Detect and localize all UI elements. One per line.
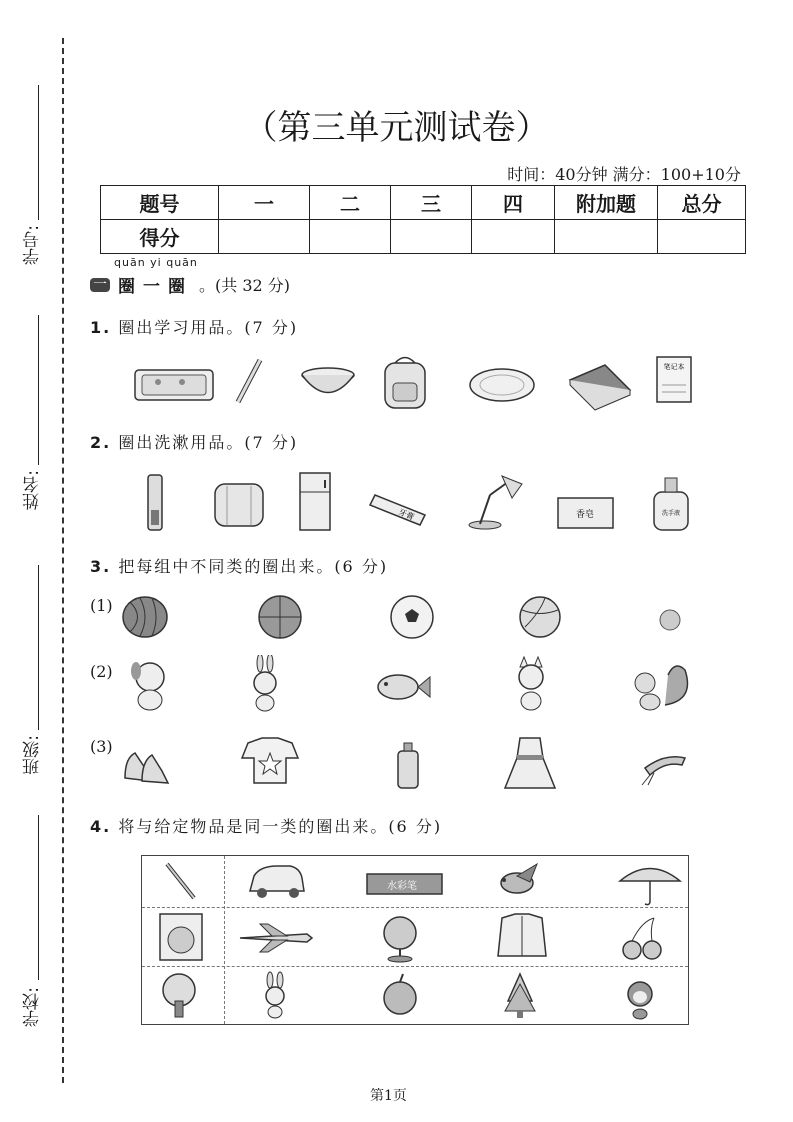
class-field (14, 565, 54, 780)
hand-soap-bottle-icon[interactable] (654, 478, 688, 530)
classification-grid (141, 855, 689, 1025)
score-cell[interactable] (391, 220, 472, 254)
q3-group2 (120, 655, 700, 715)
question-text: 把每组中不同类的圈出来。(6 分) (118, 557, 389, 576)
dress-icon[interactable] (505, 738, 555, 788)
student-id-label: 学号: (23, 225, 43, 265)
score-header-cell: 四 (472, 186, 555, 220)
score-header-cell: 二 (310, 186, 391, 220)
bird-icon[interactable] (501, 864, 537, 893)
section-header (90, 272, 290, 297)
subquestion-label: (2) (90, 662, 113, 681)
question-number: 3. (90, 557, 112, 576)
toothpaste-label: 牙膏 (397, 507, 416, 522)
t-shirt-icon[interactable] (242, 738, 298, 783)
score-cell[interactable] (310, 220, 391, 254)
score-cell[interactable] (555, 220, 658, 254)
question-number: 2. (90, 433, 112, 452)
name-field (14, 315, 54, 515)
puppy-icon[interactable] (131, 662, 164, 710)
score-header-cell: 三 (391, 186, 472, 220)
bowl-icon[interactable] (302, 368, 354, 393)
score-header-cell: 一 (219, 186, 310, 220)
score-table (100, 185, 746, 254)
toothbrush-cup-icon[interactable] (148, 475, 162, 530)
section-title: 圈一圈 (118, 277, 193, 297)
volleyball-icon[interactable] (520, 597, 560, 637)
shoes-icon[interactable] (125, 753, 168, 783)
time-info: 时间：40分钟 满分：100+10分 (507, 165, 741, 184)
soap-label: 香皂 (575, 510, 595, 520)
question-text: 圈出学习用品。(7 分) (118, 318, 299, 337)
question-1 (90, 315, 298, 338)
book-icon[interactable] (570, 365, 630, 410)
binding-dashed-line (62, 38, 64, 1083)
washing-machine-icon[interactable] (160, 914, 202, 960)
scarf-icon[interactable] (642, 757, 685, 785)
name-label: 姓名: (23, 470, 43, 510)
question-text: 圈出洗漱用品。(7 分) (118, 433, 299, 452)
notebook-label: 笔记本 (663, 363, 685, 371)
squirrel-icon[interactable] (635, 666, 688, 710)
subquestion-label: (1) (90, 596, 113, 615)
section-number: 一 (90, 278, 110, 292)
score-cell[interactable] (219, 220, 310, 254)
question-3 (90, 554, 388, 577)
question-4 (90, 814, 442, 837)
kitten-icon[interactable] (519, 657, 543, 710)
grid-items (142, 856, 688, 1024)
section-pinyin: quān yi quān (114, 256, 198, 269)
score-cell[interactable] (472, 220, 555, 254)
score-header-cell: 题号 (101, 186, 219, 220)
refrigerator-icon[interactable] (300, 473, 330, 530)
pencil-icon[interactable] (238, 360, 260, 402)
q3-group1 (120, 592, 700, 642)
backpack-icon[interactable] (385, 358, 425, 409)
pencil-case-icon[interactable] (135, 370, 213, 400)
page-footer: 第1页 (370, 1088, 407, 1104)
class-label: 班级: (23, 735, 43, 775)
page-title: （第三单元测试卷） (243, 108, 550, 148)
soccer-ball-icon[interactable] (391, 596, 433, 638)
electric-fan-icon[interactable] (384, 917, 416, 962)
apple-icon[interactable] (384, 974, 416, 1014)
toothpaste-icon[interactable] (370, 495, 425, 525)
score-header-cell: 总分 (658, 186, 746, 220)
score-cell[interactable] (658, 220, 746, 254)
desk-lamp-icon[interactable] (469, 476, 522, 529)
section-points: 。(共 32 分) (199, 276, 291, 295)
pine-tree-icon[interactable] (505, 974, 535, 1018)
watermelon-icon[interactable] (123, 597, 167, 637)
school-label: 学校: (23, 987, 43, 1027)
umbrella-icon[interactable] (620, 869, 680, 905)
monkey-icon[interactable] (628, 982, 652, 1019)
rabbit-icon[interactable] (266, 972, 284, 1018)
question-2 (90, 430, 298, 453)
handwash-label: 洗手液 (661, 510, 681, 517)
q1-items (130, 355, 760, 415)
bottle-icon[interactable] (398, 743, 418, 788)
pen-icon[interactable] (167, 864, 194, 898)
score-row-label: 得分 (101, 220, 219, 254)
towel-icon[interactable] (215, 484, 263, 526)
q3-group3 (120, 733, 700, 793)
crayon-label: 水彩笔 (387, 881, 417, 892)
small-ball-icon[interactable] (660, 610, 680, 630)
score-table-header-row (101, 186, 746, 220)
fish-icon[interactable] (378, 675, 430, 699)
jacket-icon[interactable] (498, 914, 546, 956)
basketball-icon[interactable] (259, 596, 301, 638)
rabbit-icon[interactable] (254, 655, 276, 711)
question-number: 4. (90, 817, 112, 836)
q2-items (130, 470, 760, 535)
cherries-icon[interactable] (623, 918, 661, 959)
tree-icon[interactable] (163, 974, 195, 1017)
soap-box-icon[interactable] (558, 498, 613, 528)
watercolor-pens-icon[interactable] (367, 874, 442, 894)
car-icon[interactable] (250, 866, 304, 898)
score-table-score-row (101, 220, 746, 254)
question-number: 1. (90, 318, 112, 337)
notebook-icon[interactable] (657, 357, 691, 402)
subquestion-label: (3) (90, 737, 113, 756)
score-header-cell: 附加题 (555, 186, 658, 220)
airplane-icon[interactable] (240, 924, 312, 952)
plate-icon[interactable] (470, 369, 534, 401)
school-field (14, 815, 54, 1035)
question-text: 将与给定物品是同一类的圈出来。(6 分) (118, 817, 443, 836)
